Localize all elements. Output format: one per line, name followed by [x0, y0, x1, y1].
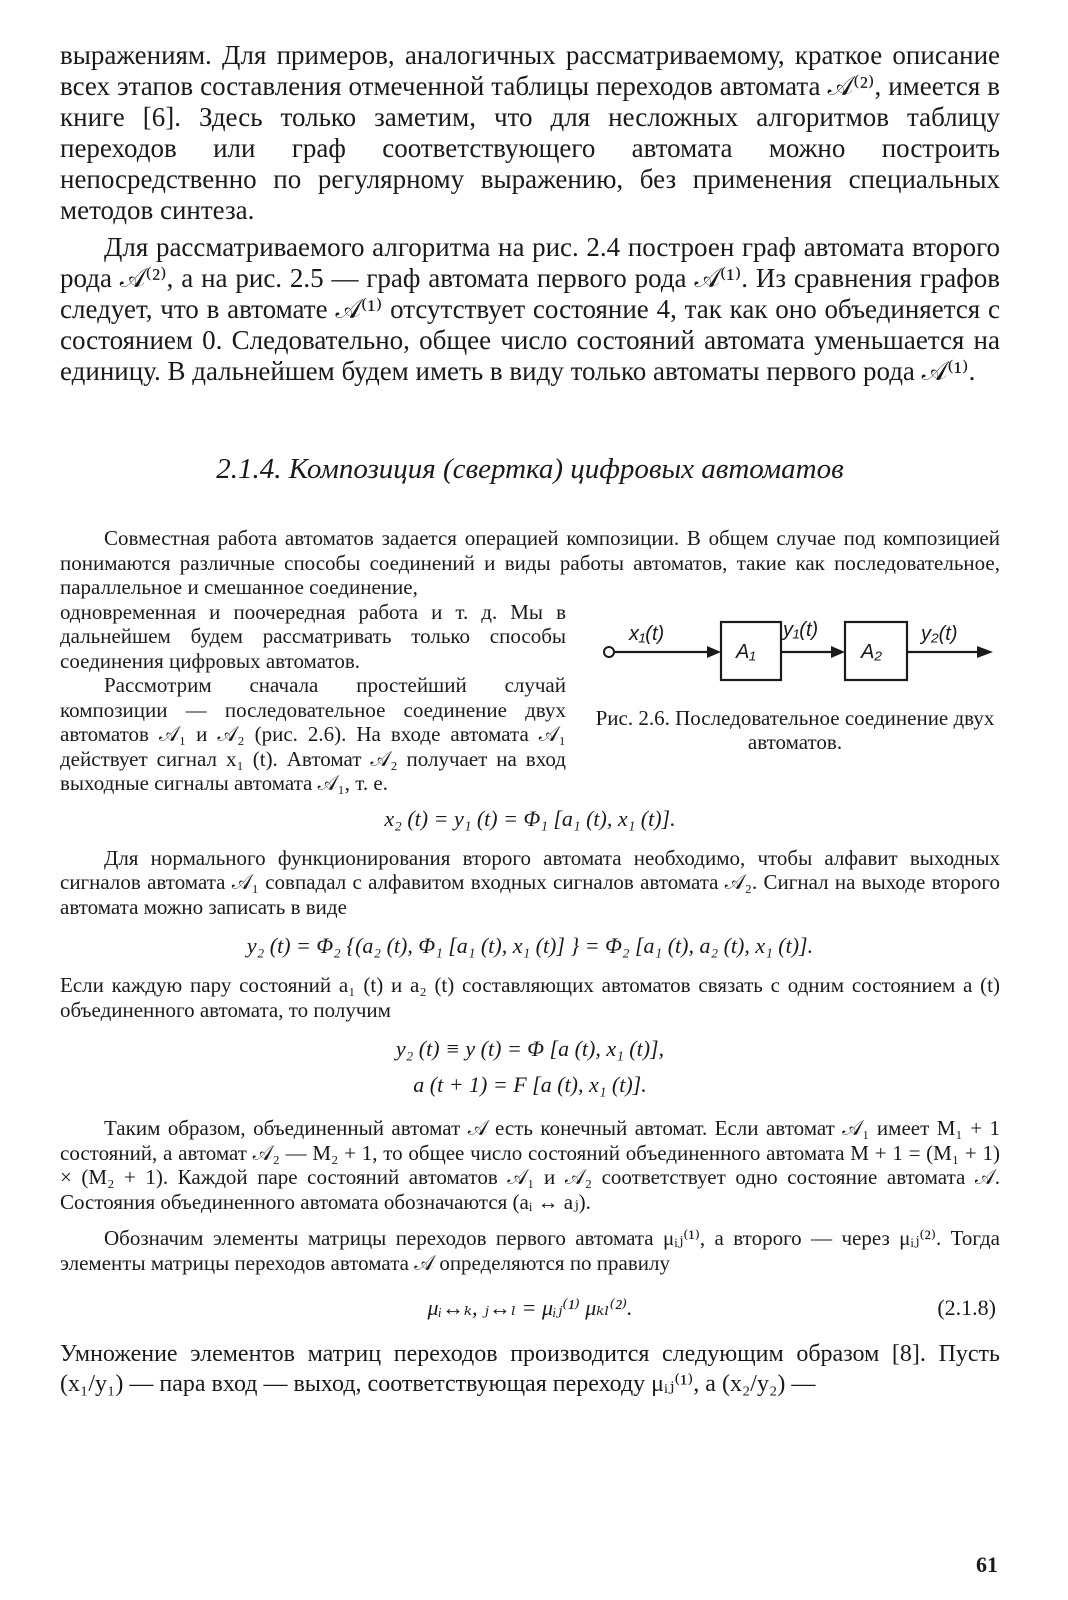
paragraph-graph-comparison: Для рассматриваемого алгоритма на рис. 2.4 построен граф автомата второго рода 𝒜⁽²⁾, а на рис. 2.5 — граф автомата первого рода 𝒜⁽¹⁾. Из сравнения графов следует, что в автомате 𝒜⁽¹⁾ отсутствует состояние 4, так как оно объединяется с состоянием 0. Следовательно, общее число состояний автомата уменьшается на единицу. В дальнейшем будем иметь в виду только автоматы первого рода 𝒜⁽¹⁾. — [60, 232, 1000, 386]
paragraph-left-2: Рассмотрим сначала простейший случай композиции — последовательное соединение двух автоматов 𝒜₁ и 𝒜₂ (рис. 2.6). На входе автомата 𝒜₁ действует сигнал x₁ (t). Автомат 𝒜₂ получает на вход выходные сигналы автомата 𝒜₁, т. е. — [60, 673, 566, 795]
paragraph-combined-automaton: Таким образом, объединенный автомат 𝒜 есть конечный автомат. Если автомат 𝒜₁ имеет M₁ + 1 состояний, а автомат 𝒜₂ — M₂ + 1, то общее число состояний объединенного автомата M + 1 = (M₁ + 1) × (M₂ + 1). Каждой паре состояний автоматов 𝒜₁ и 𝒜₂ соответствует одно состояние автомата 𝒜. Состояния объединенного автомата обозначаются (aᵢ ↔ aⱼ). — [60, 1116, 1000, 1214]
equation-x2: x₂ (t) = y₁ (t) = Φ₁ [a₁ (t), x₁ (t)]. — [384, 805, 676, 831]
paragraph-matrix-elements: Обозначим элементы матрицы переходов первого автомата μᵢⱼ⁽¹⁾, а второго — через μᵢⱼ⁽²⁾. Тогда элементы матрицы переходов автомата 𝒜 определяются по правилу — [60, 1226, 1000, 1275]
block-a2-label: A₂ — [861, 640, 882, 663]
arrowhead-input — [707, 646, 721, 658]
figure-2-6 — [590, 600, 1000, 754]
block-a1-label: A₁ — [736, 640, 756, 663]
input-terminal — [604, 647, 614, 657]
equation-y2: y₂ (t) = Φ₂ {(a₂ (t), Φ₁ [a₁ (t), x₁ (t)] } = Φ₂ [a₁ (t), a₂ (t), x₁ (t)]. — [246, 933, 814, 958]
page-number: 61 — [976, 1552, 998, 1577]
equation-transition: a (t + 1) = F [a (t), x₁ (t)]. — [413, 1072, 647, 1097]
paragraph-multiplication: Умножение элементов матриц переходов производится следующим образом [8]. Пусть (x₁/y₁) — пара вход — выход, соответствующая переходу μᵢⱼ⁽¹⁾, а (x₂/y₂) — — [60, 1341, 1000, 1397]
figure-caption: Рис. 2.6. Последовательное соединение двух автоматов. — [595, 705, 995, 754]
figure-block — [60, 600, 1000, 796]
label-y1: y₁(t) — [783, 618, 819, 641]
arrowhead-output — [977, 646, 993, 658]
equation-mu: μᵢ↔ₖ, ⱼ↔ₗ = μᵢⱼ⁽¹⁾ μₖₗ⁽²⁾. — [427, 1295, 633, 1320]
paragraph-state-pair: Если каждую пару состояний a₁ (t) и a₂ (t) составляющих автоматов связать с одним состоянием a (t) объединенного автомата, то получим — [60, 973, 1000, 1022]
arrowhead-middle — [831, 646, 845, 658]
paragraph-left-1: одновременная и поочередная работа и т. д. Мы в дальнейшем будем рассматривать только способы соединения цифровых автоматов. — [60, 599, 566, 673]
equation-2-1-8 — [60, 1293, 1000, 1323]
serial-connection-diagram — [595, 606, 995, 686]
page-body — [60, 40, 1000, 1399]
label-x1: x₁(t) — [629, 622, 665, 645]
label-y2: y₂(t) — [921, 622, 958, 645]
paragraph-continued: выражениям. Для примеров, аналогичных рассматриваемому, краткое описание всех этапов составления отмеченной таблицы переходов автомата 𝒜⁽²⁾, имеется в книге [6]. Здесь только заметим, что для несложных алгоритмов таблицу переходов или граф соответствующего автомата можно построить непосредственно по регулярному выражению, без применения специальных методов синтеза. — [60, 40, 1000, 225]
paragraph-composition-intro: Совместная работа автоматов задается операцией композиции. В общем случае под композицией понимаются различные способы соединений и виды работы автоматов, такие как последовательное, параллельное и смешанное соединение, — [60, 526, 1000, 599]
equation-output: y₂ (t) ≡ y (t) = Φ [a (t), x₁ (t)], — [395, 1036, 665, 1061]
equation-number: (2.1.8) — [937, 1295, 996, 1320]
section-title: 2.1.4. Композиция (свертка) цифровых автоматов — [216, 453, 844, 485]
paragraph-alphabet: Для нормального функционирования второго автомата необходимо, чтобы алфавит выходных сигналов автомата 𝒜₁ совпадал с алфавитом входных сигналов автомата 𝒜₂. Сигнал на выходе второго автомата можно записать в виде — [60, 845, 1000, 919]
